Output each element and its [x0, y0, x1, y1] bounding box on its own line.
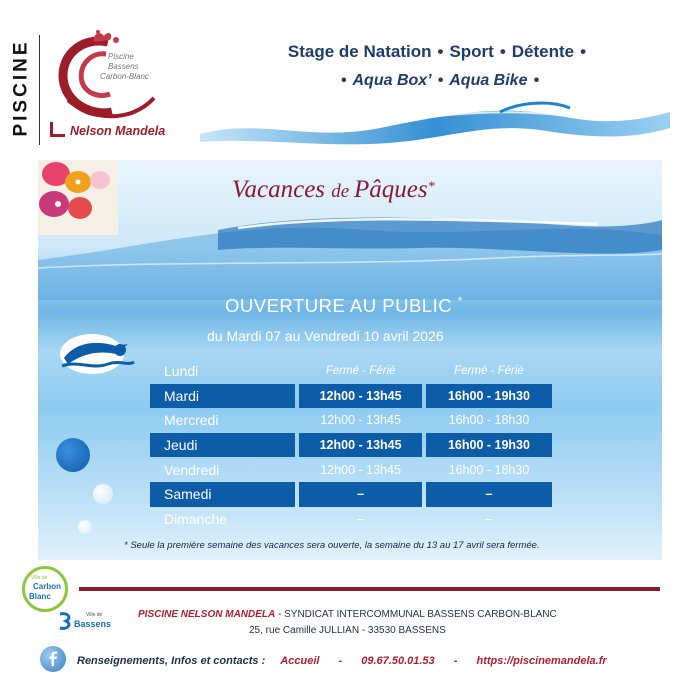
- facebook-icon[interactable]: [40, 646, 66, 672]
- header-item-aquabike: Aqua Bike: [449, 72, 528, 89]
- header-item-aquabox: Aqua Box’: [352, 72, 432, 89]
- logo-text-piscine: Piscine: [108, 52, 134, 61]
- slot-cell: 16h00 - 18h30: [448, 462, 530, 477]
- header-item-detente: Détente: [511, 42, 575, 61]
- website-link[interactable]: https://piscinemandela.fr: [476, 655, 607, 667]
- header-item-sport: Sport: [449, 42, 494, 61]
- slot-cell: 12h00 - 13h45: [299, 433, 422, 458]
- carbon-blanc-logo: Ville de Carbon Blanc: [22, 566, 68, 612]
- slot-cell: 12h00 - 13h45: [299, 384, 422, 409]
- day-cell: Samedi: [150, 482, 295, 507]
- slot-cell: Fermé - Férié: [454, 365, 524, 378]
- day-cell: Mercredi: [164, 412, 219, 429]
- accueil-label: Accueil: [280, 655, 320, 667]
- opening-dates: du Mardi 07 au Vendredi 10 avril 2026: [207, 328, 444, 344]
- footer-contact: Renseignements, Infos et contacts : Accueil - 09.67.50.01.53 - https://piscinemandela.fr: [77, 655, 607, 667]
- slot-cell: –: [485, 511, 493, 526]
- table-row: [150, 482, 552, 507]
- logo-text-carbon-blanc: Carbon-Blanc: [100, 72, 149, 81]
- bubble-small: [78, 520, 92, 534]
- slot-cell: 16h00 - 19h30: [426, 384, 552, 409]
- day-cell: Lundi: [164, 363, 199, 380]
- swimmer-icon: [58, 332, 138, 378]
- bassens-logo: Ville de Bassens: [58, 612, 118, 632]
- wave-splash-image: [200, 98, 670, 153]
- header-line-2: • Aqua Box’ • Aqua Bike •: [340, 72, 540, 89]
- logo-red-bracket: [50, 122, 65, 137]
- slot-cell: 12h00 - 13h45: [320, 413, 401, 428]
- phone-link[interactable]: 09.67.50.01.53: [361, 655, 435, 667]
- slot-cell: –: [357, 511, 365, 526]
- slot-cell: 16h00 - 19h30: [426, 433, 552, 458]
- day-cell: Mardi: [150, 384, 295, 409]
- bubble-large: [56, 438, 90, 472]
- footer-address: 25, rue Camille JULLIAN - 33530 BASSENS: [249, 625, 446, 636]
- table-row: [150, 384, 552, 409]
- logo-subtitle: Nelson Mandela: [70, 124, 166, 138]
- slot-cell: –: [299, 482, 422, 507]
- header-line-1: Stage de Natation • Sport • Détente •: [287, 42, 587, 61]
- water-wave-image: [38, 190, 662, 300]
- footer-organization: PISCINE NELSON MANDELA - SYNDICAT INTERCOMMUNAL BASSENS CARBON-BLANC: [138, 609, 557, 620]
- table-row: [150, 359, 552, 384]
- day-cell: Jeudi: [150, 433, 295, 458]
- table-row: [150, 457, 552, 482]
- slot-cell: 16h00 - 18h30: [448, 413, 530, 428]
- bubble-medium: [93, 484, 113, 504]
- table-row: [150, 408, 552, 433]
- day-cell: Dimanche: [164, 510, 228, 527]
- slot-cell: 12h00 - 13h45: [320, 462, 401, 477]
- easter-eggs-image: [38, 160, 118, 235]
- logo-text-bassens: Bassens: [108, 62, 139, 71]
- schedule-table: [150, 359, 552, 531]
- header-item-stage: Stage de Natation: [287, 42, 432, 61]
- sidebar-label: PISCINE: [11, 38, 32, 137]
- footer-divider: [79, 587, 660, 591]
- table-row: [150, 507, 552, 532]
- page-title: Vacances de Pâques*: [232, 176, 435, 203]
- slot-cell: Fermé - Férié: [325, 365, 396, 378]
- slot-cell: –: [426, 482, 552, 507]
- day-cell: Vendredi: [164, 461, 220, 478]
- opening-heading: OUVERTURE AU PUBLIC *: [225, 294, 463, 317]
- table-row: [150, 433, 552, 458]
- footnote: * Seule la première semaine des vacances sera ouverte, la semaine du 13 au 17 avril sera fermée.: [124, 540, 540, 551]
- sidebar-divider: [39, 35, 40, 145]
